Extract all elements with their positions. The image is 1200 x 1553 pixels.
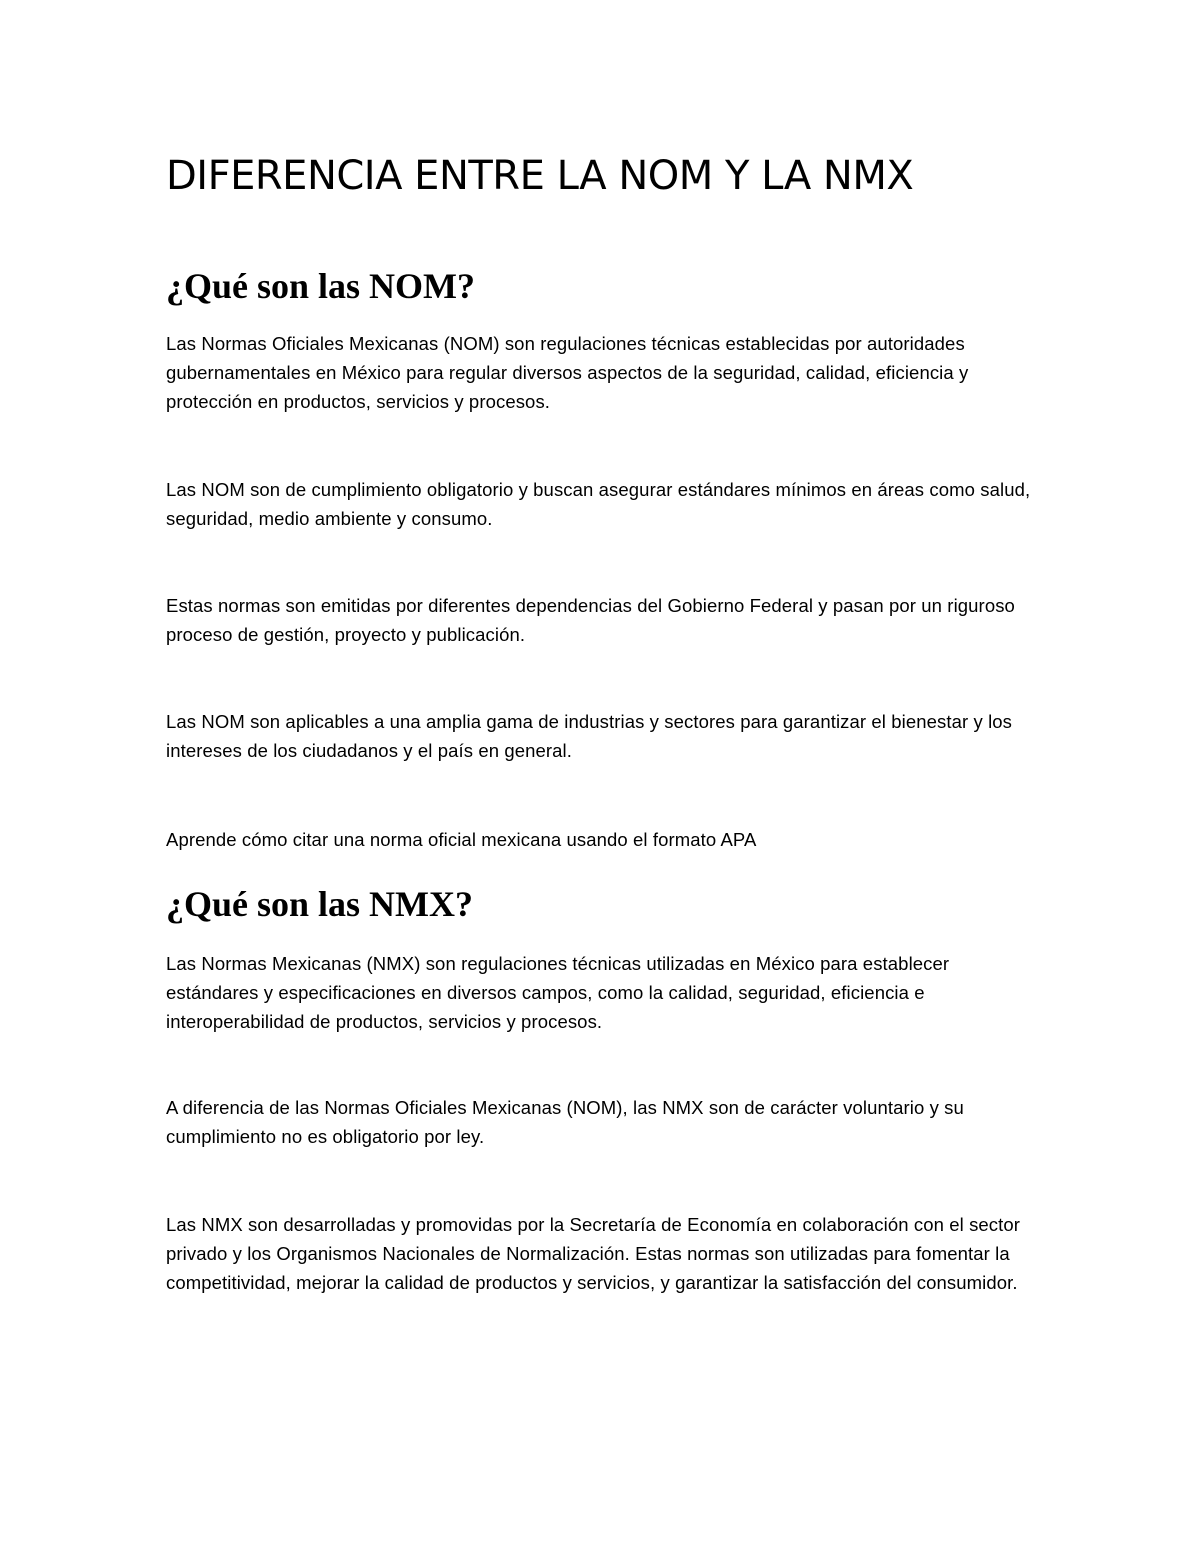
paragraph-nmx-development: Las NMX son desarrolladas y promovidas por la Secretaría de Economía en colaboración con el sector privado y los Organismos Nacionales de Normalización. Estas normas son utilizadas para fomentar la competitividad, mejorar la calidad de productos y servicios, y garantizar la satisfacción del consumidor. bbox=[166, 1214, 1021, 1293]
section-heading-nom: ¿Qué son las NOM? bbox=[166, 266, 476, 306]
paragraph-nmx-voluntary: A diferencia de las Normas Oficiales Mexicanas (NOM), las NMX son de carácter voluntario y su cumplimiento no es obligatorio por ley. bbox=[166, 1097, 964, 1147]
paragraph-nom-issuers: Estas normas son emitidas por diferentes dependencias del Gobierno Federal y pasan por un riguroso proceso de gestión, proyecto y publicación. bbox=[166, 595, 1015, 645]
paragraph-nom-apa-citation: Aprende cómo citar una norma oficial mexicana usando el formato APA bbox=[166, 829, 757, 850]
section-heading-nmx: ¿Qué son las NMX? bbox=[166, 884, 474, 924]
paragraph-nmx-definition: Las Normas Mexicanas (NMX) son regulaciones técnicas utilizadas en México para establecer estándares y especificaciones en diversos campos, como la calidad, seguridad, eficiencia e interoperabilidad de productos, servicios y procesos. bbox=[166, 953, 950, 1032]
document-title: DIFERENCIA ENTRE LA NOM Y LA NMX bbox=[166, 153, 914, 199]
paragraph-nom-obligatory: Las NOM son de cumplimiento obligatorio y buscan asegurar estándares mínimos en áreas como salud, seguridad, medio ambiente y consumo. bbox=[166, 479, 1031, 529]
paragraph-nom-definition: Las Normas Oficiales Mexicanas (NOM) son regulaciones técnicas establecidas por autoridades gubernamentales en México para regular diversos aspectos de la seguridad, calidad, eficiencia y protección en productos, servicios y procesos. bbox=[166, 333, 969, 412]
paragraph-nom-applicability: Las NOM son aplicables a una amplia gama de industrias y sectores para garantizar el bienestar y los intereses de los ciudadanos y el país en general. bbox=[166, 711, 1013, 761]
